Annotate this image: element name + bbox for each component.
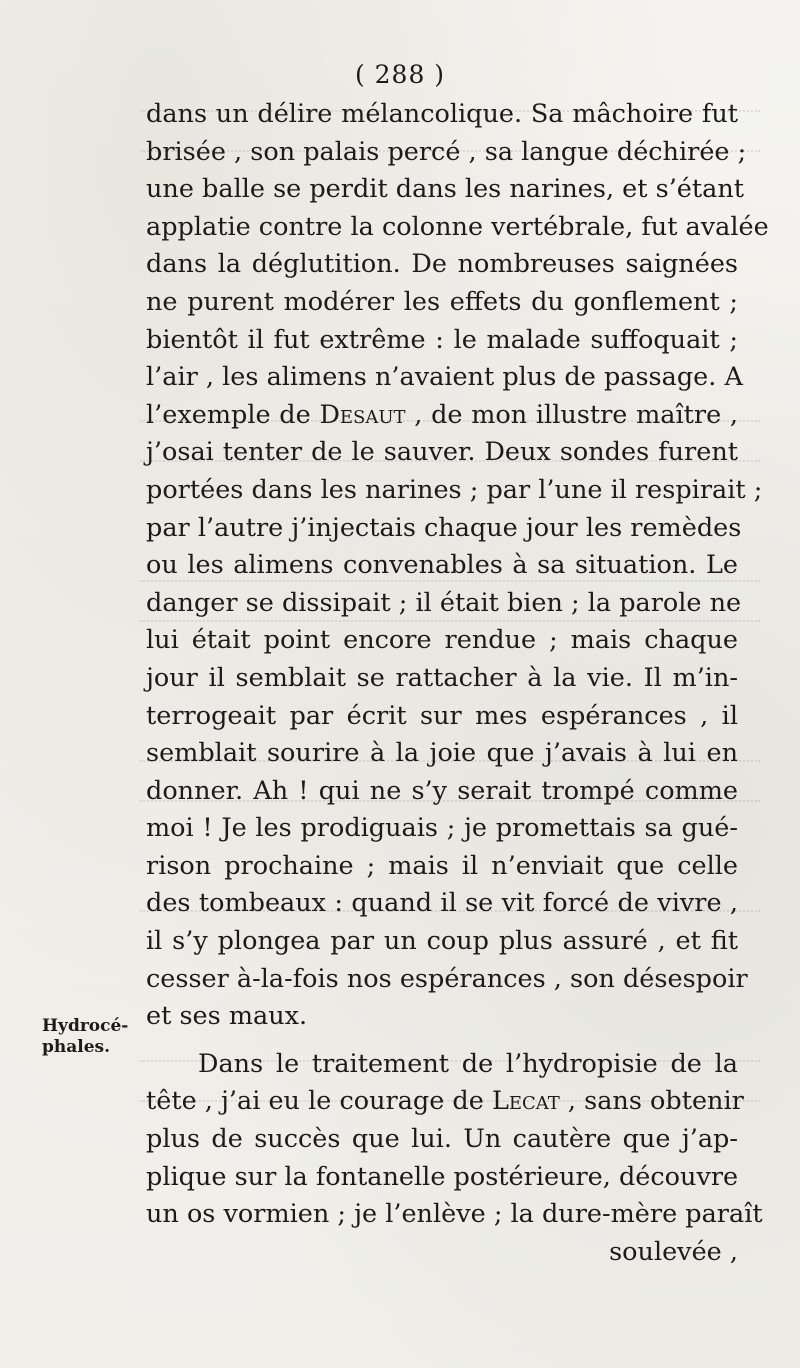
text-line: l’air , les alimens n’avaient plus de passage. A: [146, 362, 743, 393]
text-line: jour il semblait se rattacher à la vie. Il m’in-: [146, 662, 738, 693]
text-line: semblait sourire à la joie que j’avais à lui en: [146, 738, 738, 769]
text-line: applatie contre la colonne vertébrale, fut avalée: [146, 211, 769, 242]
author-name-desault: Desaut: [319, 399, 406, 430]
text-line: lui était point encore rendue ; mais chaque: [146, 625, 738, 656]
page-number: ( 288 ): [354, 60, 446, 89]
text-line: moi ! Je les prodiguais ; je promettais sa gué-: [146, 813, 738, 844]
text-line: j’osai tenter de le sauver. Deux sondes furent: [146, 437, 738, 468]
margin-note-line: phales.: [42, 1037, 111, 1057]
text-line: bientôt il fut extrême : le malade suffoquait ;: [146, 324, 738, 355]
text-line: [146, 1083, 744, 1121]
text-line: ou les alimens convenables à sa situation. Le: [146, 550, 738, 581]
text-line: terrogeait par écrit sur mes espérances , il: [146, 700, 738, 731]
text-line: donner. Ah ! qui ne s’y serait trompé comme: [146, 775, 738, 806]
text-line: et ses maux.: [146, 1001, 308, 1032]
text-fragment: tête , j’ai eu le courage de: [146, 1086, 492, 1117]
paragraph-gap: [146, 1036, 738, 1046]
text-fragment: l’exemple de: [146, 399, 320, 430]
body-text: [146, 96, 769, 1271]
text-line: une balle se perdit dans les narines, et s’étant: [146, 174, 745, 205]
text-fragment: , sans obtenir: [559, 1086, 744, 1117]
text-line: par l’autre j’injectais chaque jour les remèdes: [146, 512, 742, 543]
text-line: danger se dissipait ; il était bien ; la parole ne: [146, 587, 742, 618]
text-line: brisée , son palais percé , sa langue déchirée ;: [146, 136, 747, 167]
catchword: soulevée ,: [609, 1236, 738, 1267]
text-line: ne purent modérer les effets du gonflement ;: [146, 286, 738, 317]
text-line: un os vormien ; je l’enlève ; la dure-mère paraît: [146, 1199, 763, 1230]
text-line: dans la déglutition. De nombreuses saignées: [146, 249, 738, 280]
text-line: [146, 397, 738, 435]
bleed-margin-note-1: [70, 205, 74, 220]
text-line: des tombeaux : quand il se vit forcé de vivre ,: [146, 888, 738, 919]
margin-note-line: Hydrocé-: [42, 1016, 129, 1036]
text-line: il s’y plongea par un coup plus assuré , et fit: [146, 926, 738, 957]
margin-note-hydrocephales: [42, 1016, 128, 1058]
text-line: plus de succès que lui. Un cautère que j’ap-: [146, 1124, 738, 1155]
text-line: dans un délire mélancolique. Sa mâchoire fut: [146, 99, 738, 129]
text-line: portées dans les narines ; par l’une il respirait ;: [146, 474, 763, 505]
text-line: plique sur la fontanelle postérieure, découvre: [146, 1161, 739, 1192]
text-fragment: , de mon illustre maître ,: [405, 399, 738, 430]
text-line: rison prochaine ; mais il n’enviait que celle: [146, 850, 738, 881]
text-line: cesser à-la-fois nos espérances , son désespoir: [146, 963, 748, 994]
author-name-lecat: Lecat: [491, 1086, 560, 1117]
text-line: Dans le traitement de l’hydropisie de la: [198, 1048, 738, 1079]
